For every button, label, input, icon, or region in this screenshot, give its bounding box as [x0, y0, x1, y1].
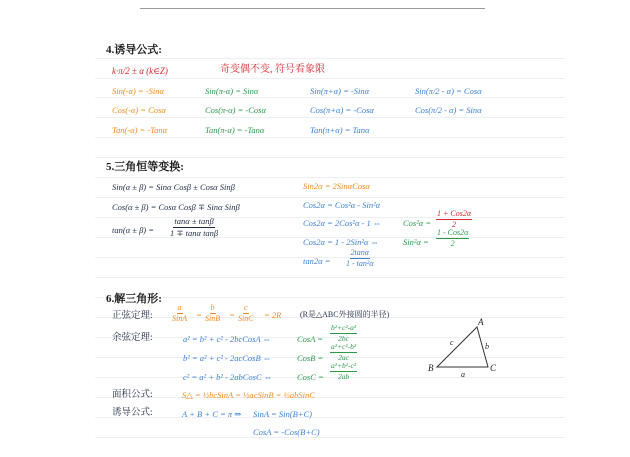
s6-frac-a	[172, 304, 187, 323]
s6-frac-c	[238, 304, 254, 323]
s6-area: S△ = ½bcSinA = ½acSinB = ½abSinC	[182, 390, 315, 400]
s4-c4-r1: Sin(π/2 - α) = Cosα	[415, 86, 482, 96]
s6-induce2: CosA = -Cos(B+C)	[253, 427, 320, 437]
s6-lc1-den: 2bc	[338, 333, 349, 343]
s6-fb-den: SinB	[205, 314, 221, 323]
ruled-line	[95, 177, 565, 178]
ruled-line	[95, 397, 565, 398]
s6-lc1-num: b²+c²-a²	[331, 323, 357, 332]
s4-c2-r1: Sin(π-α) = Sinα	[205, 86, 259, 96]
s6-area-label: 面积公式:	[112, 390, 153, 400]
s6-lc3-num: a²+b²-c²	[331, 361, 357, 370]
ruled-line	[95, 437, 565, 438]
s5-tan-den: 1 ∓ tanα tanβ	[170, 227, 219, 238]
s5-cos2c-den: 2	[450, 239, 455, 248]
s4-c1-r2: Cos(-α) = Cosα	[112, 105, 166, 115]
s5-tan2-den: 1 - tan²α	[346, 259, 374, 268]
s6-fc-num: c	[244, 303, 248, 312]
s5-cos2b-r: Cos²α =	[403, 218, 432, 228]
s6-lc3: c² = a² + b² - 2abCosC ⇔	[183, 372, 273, 382]
s5-tan2: tan2α =	[303, 256, 331, 266]
s4-c3-r3: Tan(π+α) = Tanα	[310, 125, 370, 135]
s6-induce1: A + B + C = π ⇒	[182, 409, 242, 419]
ruled-line	[95, 157, 565, 158]
s5-cos2c-r: Sin²α =	[403, 237, 429, 247]
s5-tan2-num: 2tanα	[350, 248, 369, 257]
side-c-label: c	[450, 338, 454, 347]
s5-tan-sum-lhs: tan(α ± β) =	[112, 225, 154, 235]
s5-tan2-fraction	[346, 249, 373, 268]
s5-tan-sum-fraction	[170, 217, 218, 237]
ruled-line	[95, 97, 565, 98]
triangle-diagram	[425, 315, 510, 380]
ruled-line	[95, 297, 565, 298]
s5-cos2a: Cos2α = Cos²α - Sin²α	[303, 200, 381, 210]
top-divider	[140, 8, 485, 9]
s5-cos2b-den: 2	[452, 220, 457, 229]
s6-lc2-den: 2ac	[338, 352, 349, 362]
ruled-line	[95, 137, 565, 138]
s6-eq: =	[229, 310, 235, 320]
s6-lc2: b² = a² + c² - 2acCosB ⇔	[183, 353, 272, 363]
s4-c1-r3: Tan(-α) = -Tanα	[112, 125, 168, 135]
side-a-label: a	[461, 370, 465, 379]
ruled-line	[95, 78, 565, 79]
s6-lc2-fraction	[330, 343, 357, 361]
ruled-line	[95, 58, 565, 59]
s4-c2-r2: Cos(π-α) = -Cosα	[205, 105, 266, 115]
vertex-a-label: A	[478, 317, 484, 327]
s4-c3-r2: Cos(π+α) = -Cosα	[310, 105, 374, 115]
ruled-line	[95, 117, 565, 118]
s4-c4-r2: Cos(π/2 - α) = Sinα	[415, 105, 482, 115]
s6-law-sines-note: (R是△ABC外接圆的半径)	[300, 310, 390, 319]
s6-lc2-r: CosB =	[297, 353, 324, 363]
s6-fb-num: b	[210, 303, 215, 312]
vertex-c-label: C	[490, 363, 497, 373]
s5-cos2c-fraction	[436, 229, 469, 248]
s6-law-sines-label: 正弦定理:	[112, 311, 153, 321]
s6-lc1-r: CosA =	[297, 334, 324, 344]
s6-fc-den: SinC	[238, 314, 254, 323]
s6-lc2-num: a²+c²-b²	[331, 342, 357, 351]
section4-angle: k·π/2 ± α (k∈Z)	[112, 66, 168, 76]
s6-lc3-r: CosC =	[297, 372, 324, 382]
s5-sin2: Sin2α = 2SinαCosα	[303, 181, 370, 191]
s5-tan-num: tanα ± tanβ	[174, 216, 214, 226]
s5-cos2c: Cos2α = 1 - 2Sin²α ⇔	[303, 237, 380, 247]
s6-lc1: a² = b² + c² - 2bcCosA ⇔	[183, 334, 272, 344]
s5-cos2b: Cos2α = 2Cos²α - 1 ⇔	[303, 218, 382, 228]
s6-lc3-den: 2ab	[337, 371, 350, 381]
section4-rule: 奇变偶不变, 符号看象限	[220, 64, 325, 75]
ruled-line	[95, 417, 565, 418]
s6-eq: =	[196, 310, 202, 320]
s5-cos2c-num: 1 - Cos2α	[437, 228, 469, 237]
s5-cos2b-fraction	[436, 210, 472, 229]
side-b-label: b	[485, 342, 489, 351]
s6-lc3-fraction	[330, 362, 357, 380]
s6-induce1-r: SinA = Sin(B+C)	[253, 409, 313, 419]
s5-cos-sum: Cos(α ± β) = Cosα Cosβ ∓ Sinα Sinβ	[112, 202, 240, 212]
s6-induce-label: 诱导公式:	[112, 408, 153, 418]
triangle-shape	[437, 327, 488, 367]
ruled-line	[95, 277, 565, 278]
section5-heading: 5.三角恒等变换:	[106, 161, 184, 173]
s6-law-cos-label: 余弦定理:	[112, 333, 153, 343]
s6-fa-den: SinA	[172, 314, 188, 323]
ruled-line	[95, 197, 565, 198]
s4-c1-r1: Sin(-α) = -Sinα	[112, 86, 164, 96]
s6-fa-num: a	[177, 303, 182, 312]
section6-heading: 6.解三角形:	[106, 293, 162, 305]
s4-c2-r3: Tan(π-α) = -Tanα	[205, 125, 265, 135]
s5-sin-sum: Sin(α ± β) = Sinα Cosβ ± Cosα Sinβ	[112, 182, 235, 192]
s6-law-sines-rest: = 2R	[264, 310, 282, 320]
s6-lc1-fraction	[330, 324, 357, 342]
s5-cos2b-num: 1 + Cos2α	[437, 209, 472, 218]
section4-heading: 4.诱导公式:	[106, 44, 162, 56]
vertex-b-label: B	[428, 363, 434, 373]
s6-frac-b	[205, 304, 220, 323]
s4-c3-r1: Sin(π+α) = -Sinα	[310, 86, 370, 96]
